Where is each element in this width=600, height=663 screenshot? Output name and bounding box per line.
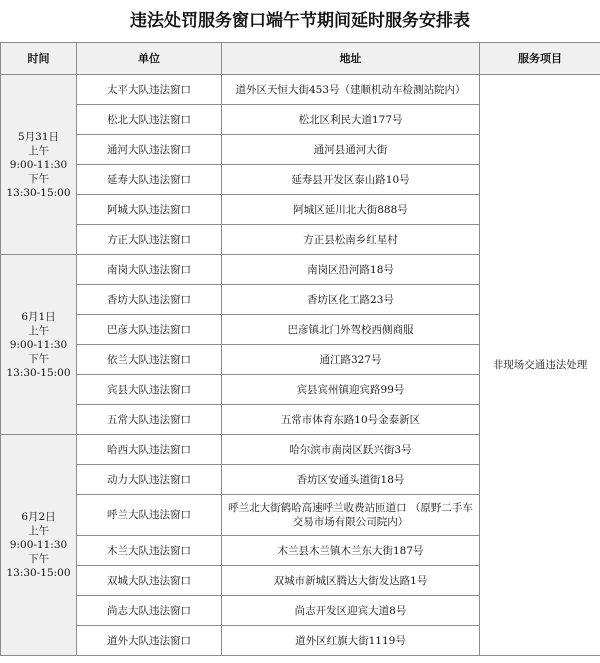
time-am-label: 上午: [28, 525, 49, 537]
time-date: 6月2日: [21, 511, 56, 523]
address-cell: 南岗区沿河路18号: [222, 255, 480, 285]
address-cell: 尚志开发区迎宾大道8号: [222, 596, 480, 626]
time-cell: [1, 75, 77, 255]
time-pm-time: 13:30-15:00: [6, 567, 71, 579]
unit-cell: 方正大队违法窗口: [77, 225, 222, 255]
schedule-table: [0, 42, 600, 656]
address-cell: 木兰县木兰镇木兰东大街187号: [222, 536, 480, 566]
address-cell: 香坊区安通头道街18号: [222, 465, 480, 495]
time-am-label: 上午: [28, 144, 49, 157]
unit-cell: 通河大队违法窗口: [77, 135, 222, 165]
address-cell: 道外区天恒大街453号（建顺机动车检测站院内）: [222, 75, 480, 105]
address-cell: 哈尔滨市南岗区跃兴街3号: [222, 435, 480, 465]
header-row: [1, 43, 600, 75]
time-cell: [1, 255, 77, 435]
address-cell: 通河县通河大街: [222, 135, 480, 165]
unit-cell: 动力大队违法窗口: [77, 465, 222, 495]
unit-cell: 阿城大队违法窗口: [77, 195, 222, 225]
time-date: 5月31日: [17, 130, 60, 143]
unit-cell: 香坊大队违法窗口: [77, 285, 222, 315]
unit-cell: 依兰大队违法窗口: [77, 345, 222, 375]
unit-cell: 延寿大队违法窗口: [77, 165, 222, 195]
time-am-time: 9:00-11:30: [9, 539, 68, 551]
unit-cell: 哈西大队违法窗口: [77, 435, 222, 465]
time-pm-time: 13:30-15:00: [6, 186, 71, 199]
time-date: 6月1日: [21, 310, 56, 323]
address-cell: 通江路327号: [222, 345, 480, 375]
time-am-time: 9:00-11:30: [9, 338, 68, 351]
address-cell: 方正县松南乡红星村: [222, 225, 480, 255]
address-cell: 阿城区延川北大街888号: [222, 195, 480, 225]
time-pm-label: 下午: [28, 553, 49, 565]
header-address: 地址: [222, 43, 480, 75]
time-am-time: 9:00-11:30: [9, 158, 68, 171]
time-pm-label: 下午: [28, 352, 49, 365]
page-title: 违法处罚服务窗口端午节期间延时服务安排表: [130, 11, 470, 31]
header-time: 时间: [1, 43, 77, 75]
address-cell: 宾县宾州镇迎宾路99号: [222, 375, 480, 405]
unit-cell: 南岗大队违法窗口: [77, 255, 222, 285]
address-cell: 延寿县开发区泰山路10号: [222, 165, 480, 195]
table-row: [1, 75, 600, 105]
time-am-label: 上午: [28, 324, 49, 337]
address-cell: 巴彦镇北门外驾校西侧商服: [222, 315, 480, 345]
unit-cell: 呼兰大队违法窗口: [77, 495, 222, 536]
unit-cell: 松北大队违法窗口: [77, 105, 222, 135]
address-cell: 松北区利民大道177号: [222, 105, 480, 135]
address-cell: 道外区红旗大街1119号: [222, 626, 480, 656]
unit-cell: 太平大队违法窗口: [77, 75, 222, 105]
address-cell: 香坊区化工路23号: [222, 285, 480, 315]
address-cell: 双城市新城区腾达大街发达路1号: [222, 566, 480, 596]
time-cell: [1, 435, 77, 656]
time-pm-label: 下午: [28, 172, 49, 185]
unit-cell: 巴彦大队违法窗口: [77, 315, 222, 345]
address-cell: 呼兰北大街鹤哈高速呼兰收费站匝道口 （原野二手车交易市场有限公司院内）: [222, 495, 480, 536]
unit-cell: 宾县大队违法窗口: [77, 375, 222, 405]
header-unit: 单位: [77, 43, 222, 75]
service-cell: 非现场交通违法处理: [480, 75, 600, 656]
unit-cell: 木兰大队违法窗口: [77, 536, 222, 566]
unit-cell: 双城大队违法窗口: [77, 566, 222, 596]
table-body: [1, 75, 600, 656]
time-pm-time: 13:30-15:00: [6, 366, 71, 379]
address-cell: 五常市体育东路10号金泰新区: [222, 405, 480, 435]
unit-cell: 道外大队违法窗口: [77, 626, 222, 656]
header-service: 服务项目: [480, 43, 600, 75]
unit-cell: 尚志大队违法窗口: [77, 596, 222, 626]
unit-cell: 五常大队违法窗口: [77, 405, 222, 435]
